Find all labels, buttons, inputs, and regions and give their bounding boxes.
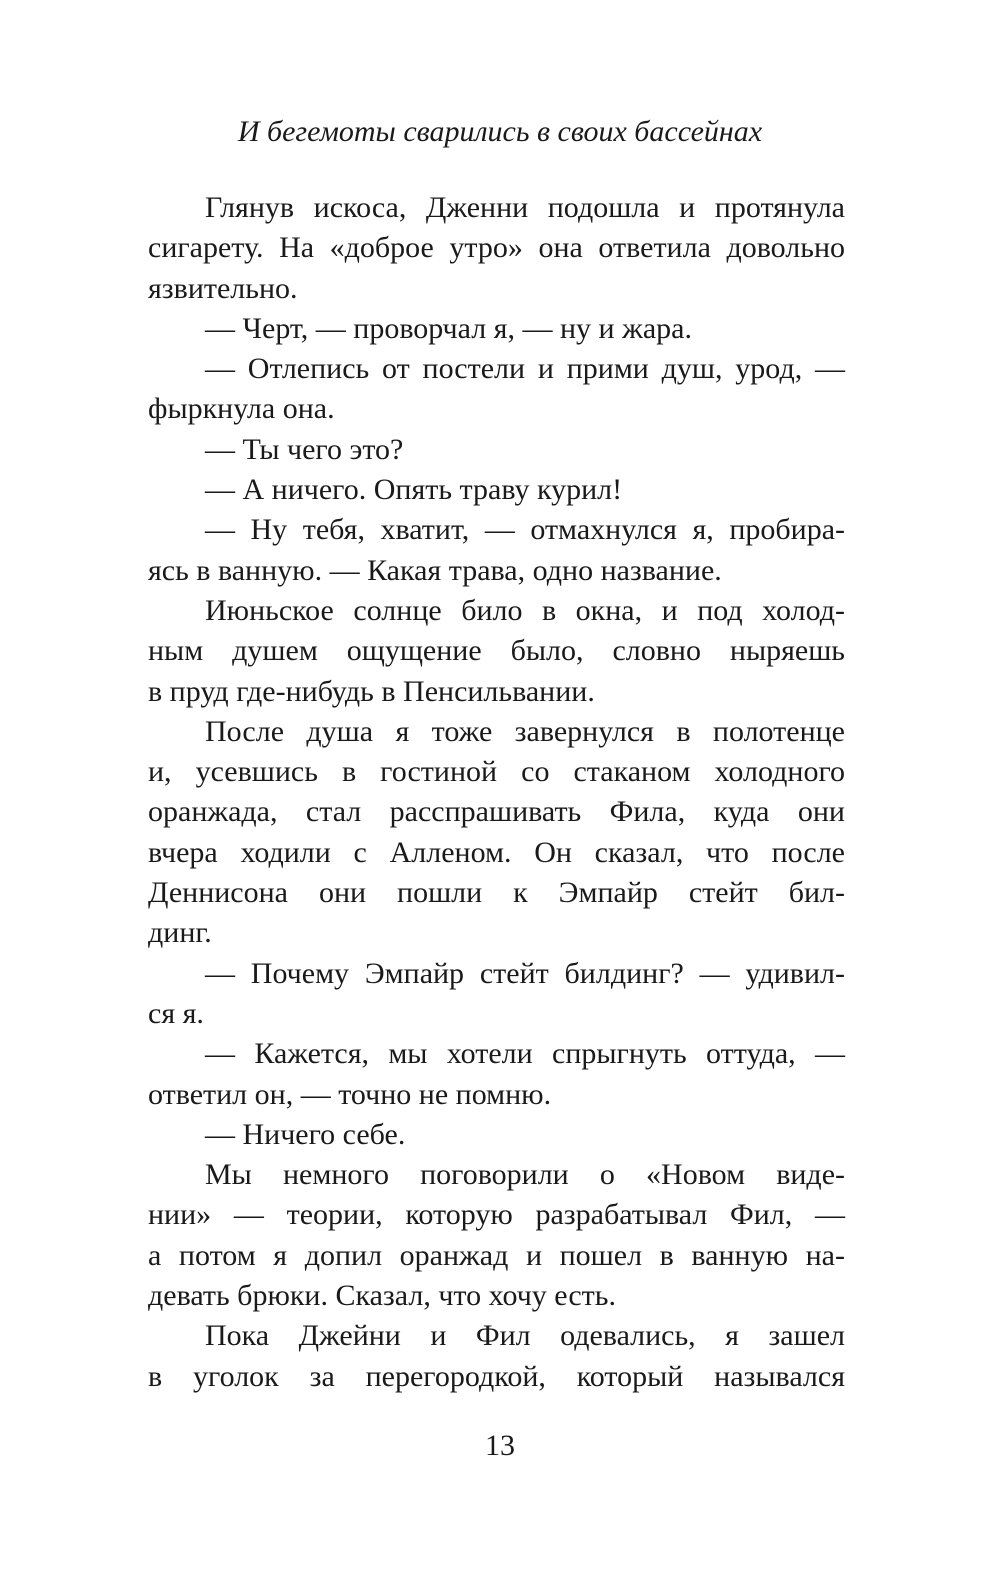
text-line: Глянув искоса, Дженни подошла и протянула (205, 191, 845, 224)
text-line: в пруд где-нибудь в Пенсильвании. (148, 674, 595, 708)
text-line: — Отлепись от постели и прими душ, урод, — (205, 352, 845, 386)
text-line: — Ничего себе. (205, 1117, 406, 1151)
text-line: сигарету. На «доброе утро» она ответила довольно (148, 231, 845, 265)
text-line: — Почему Эмпайр стейт билдинг? — удивил- (205, 956, 845, 990)
page-number: 13 (485, 1429, 515, 1462)
text-line: оранжада, стал расспрашивать Фила, куда они (148, 795, 845, 829)
text-line: ясь в ванную. — Какая трава, одно название. (148, 553, 722, 587)
text-line: Деннисона они пошли к Эмпайр стейт бил- (148, 876, 845, 910)
text-line: и, усевшись в гостиной со стаканом холодного (148, 755, 845, 789)
text-line: нии» — теории, которую разрабатывал Фил, — (148, 1198, 845, 1232)
text-line: ным душем ощущение было, словно ныряешь (148, 634, 845, 668)
text-line: — Черт, — проворчал я, — ну и жара. (205, 311, 692, 345)
text-line: вчера ходили с Алленом. Он сказал, что после (148, 835, 845, 869)
text-line: Пока Джейни и Фил одевались, я зашел (205, 1319, 845, 1353)
text-line: — Кажется, мы хотели спрыгнуть оттуда, — (205, 1037, 845, 1071)
text-line: ответил он, — точно не помню. (148, 1077, 552, 1111)
text-line: фыркнула она. (148, 392, 335, 426)
text-line: — Ты чего это? (205, 432, 404, 466)
text-line: Мы немного поговорили о «Новом виде- (205, 1158, 845, 1192)
text-line: девать брюки. Сказал, что хочу есть. (148, 1279, 616, 1313)
text-line: динг. (148, 916, 212, 950)
text-line: язвительно. (148, 271, 298, 305)
text-line: в уголок за перегородкой, который назывался (148, 1359, 845, 1393)
text-line: После душа я тоже завернулся в полотенце (205, 714, 845, 748)
text-line: Июньское солнце било в окна, и под холод- (205, 593, 845, 627)
text-line: а потом я допил оранжад и пошел в ванную на- (148, 1238, 845, 1272)
running-title: И бегемоты сварились в своих бассейнах (237, 115, 763, 148)
text-line: ся я. (148, 996, 204, 1030)
text-line: — Ну тебя, хватит, — отмахнулся я, пробира- (205, 513, 845, 547)
text-line: — А ничего. Опять траву курил! (205, 473, 623, 507)
body-text (148, 188, 845, 1397)
